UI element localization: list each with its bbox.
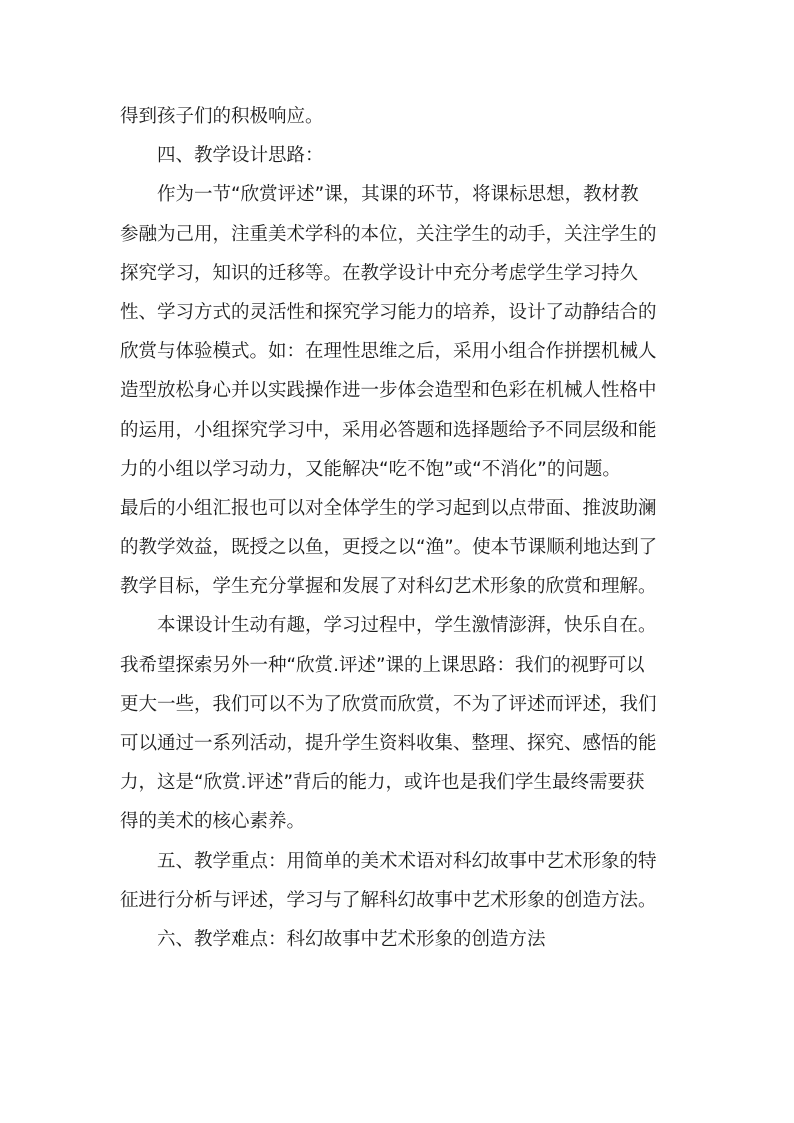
text-line: 力的小组以学习动力，又能解决“吃不饱”或“不消化”的问题。 <box>120 458 621 480</box>
text-line: 六、教学难点：科幻故事中艺术形象的创造方法 <box>157 928 546 950</box>
text-line: 力，这是“欣赏.评述”背后的能力，或许也是我们学生最终需要获 <box>120 772 645 794</box>
text-line: 得的美术的核心素养。 <box>120 811 306 833</box>
text-line: 征进行分析与评述，学习与了解科幻故事中艺术形象的创造方法。 <box>120 889 657 911</box>
text-line: 作为一节“欣赏评述”课，其课的环节，将课标思想，教材教 <box>157 184 639 206</box>
text-line: 造型放松身心并以实践操作进一步体会造型和色彩在机械人性格中 <box>120 380 657 402</box>
text-line: 得到孩子们的积极响应。 <box>120 106 324 127</box>
text-line: 本课设计生动有趣，学习过程中，学生激情澎湃，快乐自在。 <box>157 615 657 637</box>
text-line: 我希望探索另外一种“欣赏.评述”课的上课思路：我们的视野可以 <box>120 654 645 676</box>
text-line: 的运用，小组探究学习中，采用必答题和选择题给予不同层级和能 <box>120 419 657 441</box>
text-line: 更大一些，我们可以不为了欣赏而欣赏，不为了评述而评述，我们 <box>120 693 657 715</box>
text-line: 性、学习方式的灵活性和探究学习能力的培养，设计了动静结合的 <box>120 301 657 323</box>
text-line: 探究学习，知识的迁移等。在教学设计中充分考虑学生学习持久 <box>120 262 639 284</box>
text-line: 欣赏与体验模式。如：在理性思维之后，采用小组合作拼摆机械人 <box>120 341 657 363</box>
text-line: 教学目标，学生充分掌握和发展了对科幻艺术形象的欣赏和理解。 <box>120 576 657 598</box>
text-line: 四、教学设计思路： <box>157 145 324 167</box>
text-line: 五、教学重点：用简单的美术术语对科幻故事中艺术形象的特 <box>157 850 657 872</box>
text-line: 参融为己用，注重美术学科的本位，关注学生的动手，关注学生的 <box>120 223 657 245</box>
text-line: 的教学效益，既授之以鱼，更授之以“渔”。使本节课顺利地达到了 <box>120 537 658 559</box>
body-text <box>120 97 680 959</box>
text-line: 最后的小组汇报也可以对全体学生的学习起到以点带面、推波助澜 <box>120 497 657 519</box>
text-line: 可以通过一系列活动，提升学生资料收集、整理、探究、感悟的能 <box>120 733 657 754</box>
